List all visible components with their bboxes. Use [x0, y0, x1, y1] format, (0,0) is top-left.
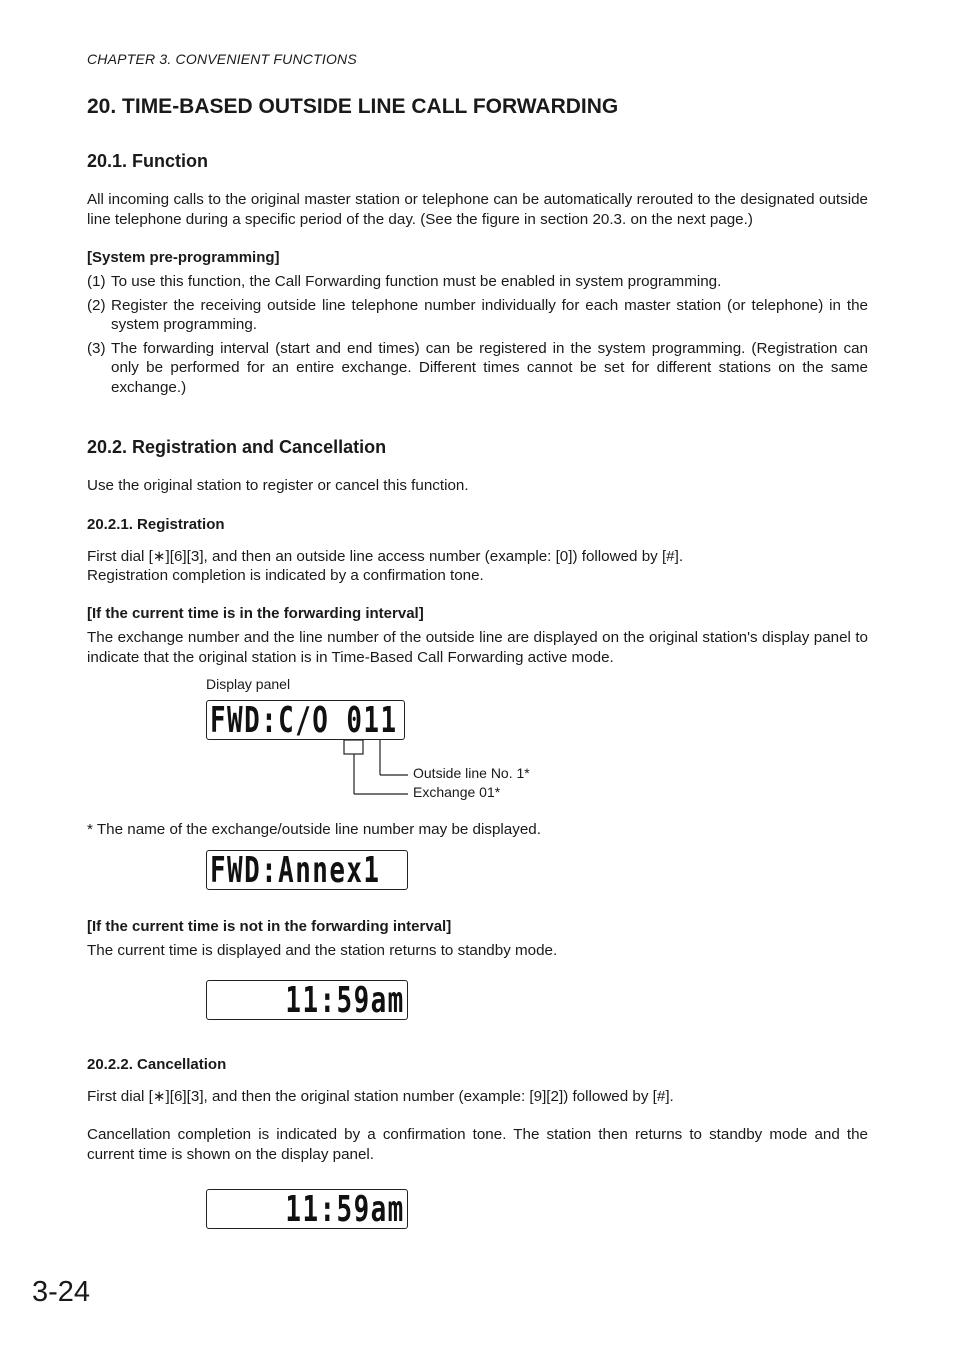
- list-item: [87, 296, 868, 335]
- registration-line2: Registration completion is indicated by a confirmation tone.: [87, 567, 484, 584]
- callout-lines: [330, 738, 410, 800]
- list-text: Register the receiving outside line telephone number individually for each master station (or telephone) in the system programming.: [111, 296, 868, 333]
- cancellation-body: Cancellation completion is indicated by a confirmation tone. The station then returns to standby mode and the current time is shown on the display panel.: [87, 1126, 868, 1163]
- cancellation-line1: First dial [∗][6][3], and then the original station number (example: [9][2]) followed by [#].: [87, 1088, 674, 1105]
- in-interval-heading: [If the current time is in the forwarding interval]: [87, 605, 424, 622]
- display-text: 11:59am: [285, 1189, 405, 1229]
- list-text: To use this function, the Call Forwarding function must be enabled in system programming.: [111, 273, 722, 290]
- regcancel-heading: 20.2. Registration and Cancellation: [87, 437, 387, 457]
- display-panel-forwarding: [206, 700, 405, 740]
- chapter-header: CHAPTER 3. CONVENIENT FUNCTIONS: [87, 51, 357, 67]
- list-number: (3): [87, 339, 106, 357]
- cancellation-heading: 20.2.2. Cancellation: [87, 1056, 227, 1073]
- preprogramming-heading: [System pre-programming]: [87, 249, 280, 266]
- display-panel-annex: [206, 850, 408, 890]
- not-interval-body: The current time is displayed and the station returns to standby mode.: [87, 942, 558, 959]
- registration-line1: First dial [∗][6][3], and then an outside line access number (example: [0]) followed by [#].: [87, 548, 684, 565]
- regcancel-intro: Use the original station to register or cancel this function.: [87, 477, 469, 494]
- registration-heading: 20.2.1. Registration: [87, 516, 225, 533]
- page-number: 3-24: [32, 1276, 91, 1308]
- callout-exchange: Exchange 01*: [413, 784, 501, 800]
- display-text: FWD:C/O 011: [210, 700, 398, 740]
- footnote: * The name of the exchange/outside line number may be displayed.: [87, 821, 541, 838]
- list-item: [87, 339, 868, 398]
- list-item: [87, 272, 868, 292]
- in-interval-body: The exchange number and the line number of the outside line are displayed on the original station's display panel to indicate that the original station is in Time-Based Call Forwarding active mode.: [87, 629, 868, 666]
- display-panel-time: [206, 980, 408, 1020]
- display-panel-label: Display panel: [206, 676, 291, 692]
- display-text: FWD:Annex1: [210, 850, 381, 890]
- list-text: The forwarding interval (start and end times) can be registered in the system programming. (Registration can only be performed for an entire exchange. Different times cannot be set for different stations on the same exchange.): [111, 339, 868, 396]
- function-body: All incoming calls to the original master station or telephone can be automatically rerouted to the designated outside line telephone during a specific period of the day. (See the figure in section 20.3. on the next page.): [87, 191, 868, 228]
- not-interval-heading: [If the current time is not in the forwarding interval]: [87, 918, 452, 935]
- list-number: (1): [87, 273, 106, 290]
- display-panel-time-cancel: [206, 1189, 408, 1229]
- function-heading: 20.1. Function: [87, 151, 209, 171]
- list-number: (2): [87, 296, 106, 314]
- callout-outside-line: Outside line No. 1*: [413, 765, 530, 781]
- display-text: 11:59am: [285, 980, 405, 1020]
- preprogramming-list: [87, 272, 868, 401]
- section-title: 20. TIME-BASED OUTSIDE LINE CALL FORWARDING: [87, 95, 619, 118]
